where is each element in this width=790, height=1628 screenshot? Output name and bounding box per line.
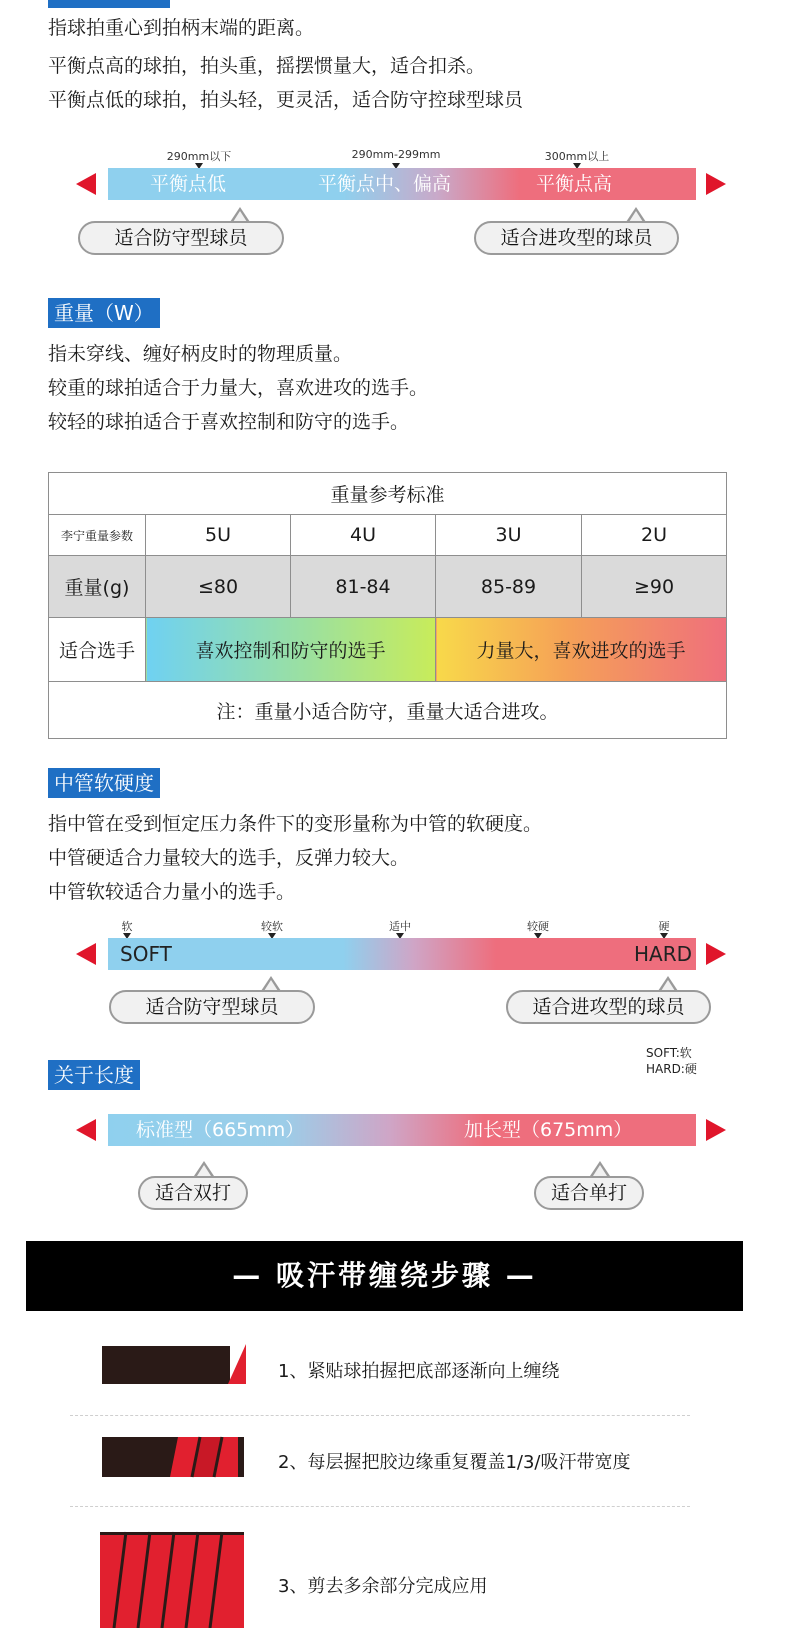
length-bubble-left-pointer bbox=[194, 1161, 214, 1176]
stiffness-line-1: 指中管在受到恒定压力条件下的变形量称为中管的软硬度。 bbox=[48, 813, 543, 835]
weight-param-label: 李宁重量参数 bbox=[49, 515, 146, 556]
weight-line-1: 指未穿线、缠好柄皮时的物理质量。 bbox=[48, 343, 353, 365]
balance-bubble-right-pointer bbox=[626, 207, 646, 222]
length-bubble-right-pointer bbox=[590, 1161, 610, 1176]
balance-arrow-left bbox=[76, 173, 96, 195]
grade-2u: 2U bbox=[582, 515, 727, 556]
step-3-grip-illustration bbox=[96, 1528, 248, 1628]
balance-label-low: 290mm以下 bbox=[166, 150, 232, 163]
grade-3u: 3U bbox=[436, 515, 582, 556]
length-extended-text: 加长型（675mm） bbox=[464, 1119, 633, 1141]
stiffness-line-2: 中管硬适合力量较大的选手，反弹力较大。 bbox=[48, 847, 410, 869]
weight-table-title: 重量参考标准 bbox=[49, 473, 727, 515]
weight-line-3: 较轻的球拍适合于喜欢控制和防守的选手。 bbox=[48, 411, 410, 433]
balance-arrow-right bbox=[706, 173, 726, 195]
balance-seg-high: 平衡点高 bbox=[536, 173, 613, 195]
balance-seg-mid: 平衡点中、偏高 bbox=[318, 173, 452, 195]
length-bubble-left: 适合双打 bbox=[138, 1176, 248, 1210]
length-arrow-left bbox=[76, 1119, 96, 1141]
step-2-grip-illustration bbox=[100, 1433, 248, 1481]
stiff-bubble-left: 适合防守型球员 bbox=[109, 990, 315, 1024]
length-arrow-right bbox=[706, 1119, 726, 1141]
stiff-label-hard: 硬 bbox=[658, 920, 670, 933]
legend-soft: SOFT:软 bbox=[646, 1046, 692, 1060]
length-bar bbox=[108, 1114, 696, 1146]
weight-tag: 重量（W） bbox=[48, 298, 160, 328]
balance-bubble-right: 适合进攻型的球员 bbox=[474, 221, 679, 255]
legend-hard: HARD:硬 bbox=[646, 1062, 697, 1076]
step-3-text: 3、剪去多余部分完成应用 bbox=[278, 1576, 488, 1597]
grade-4u: 4U bbox=[291, 515, 436, 556]
stiffness-tag: 中管软硬度 bbox=[48, 768, 160, 798]
stiffness-bar bbox=[108, 938, 696, 970]
stiffness-legend bbox=[646, 1045, 697, 1077]
step-divider-1 bbox=[70, 1415, 690, 1416]
stiff-label-soft: 软 bbox=[121, 920, 133, 933]
length-bubble-right: 适合单打 bbox=[534, 1176, 644, 1210]
step-2-text: 2、每层握把胶边缘重复覆盖1/3/吸汗带宽度 bbox=[278, 1452, 631, 1473]
balance-label-high: 300mm以上 bbox=[544, 150, 610, 163]
stiff-soft-text: SOFT bbox=[120, 942, 172, 966]
weight-g-label: 重量(g) bbox=[49, 556, 146, 618]
stiff-bubble-right: 适合进攻型的球员 bbox=[506, 990, 711, 1024]
stiff-label-medium: 适中 bbox=[389, 920, 411, 933]
balance-label-mid: 290mm-299mm bbox=[351, 148, 441, 161]
balance-bubble-left-pointer bbox=[230, 207, 250, 222]
balance-line-2: 平衡点高的球拍，拍头重，摇摆惯量大，适合扣杀。 bbox=[48, 55, 486, 77]
weight-4u: 81-84 bbox=[291, 556, 436, 618]
grip-steps-banner: — 吸汗带缠绕步骤 — bbox=[26, 1241, 743, 1311]
weight-2u: ≥90 bbox=[582, 556, 727, 618]
stiff-bubble-left-pointer bbox=[261, 976, 281, 991]
balance-line-3: 平衡点低的球拍，拍头轻，更灵活，适合防守控球型球员 bbox=[48, 89, 524, 111]
length-standard-text: 标准型（665mm） bbox=[136, 1119, 305, 1141]
stiffness-line-3: 中管软较适合力量小的选手。 bbox=[48, 881, 296, 903]
length-tag: 关于长度 bbox=[48, 1060, 140, 1090]
suit-label: 适合选手 bbox=[49, 618, 146, 682]
step-divider-2 bbox=[70, 1506, 690, 1507]
weight-3u: 85-89 bbox=[436, 556, 582, 618]
weight-5u: ≤80 bbox=[146, 556, 291, 618]
suit-defensive: 喜欢控制和防守的选手 bbox=[146, 618, 436, 682]
step-1-grip-illustration bbox=[100, 1344, 248, 1388]
balance-line-1: 指球拍重心到拍柄末端的距离。 bbox=[48, 17, 315, 39]
grade-5u: 5U bbox=[146, 515, 291, 556]
balance-bubble-left: 适合防守型球员 bbox=[78, 221, 284, 255]
balance-tag-cropped bbox=[48, 0, 170, 8]
weight-line-2: 较重的球拍适合于力量大，喜欢进攻的选手。 bbox=[48, 377, 429, 399]
step-1-text: 1、紧贴球拍握把底部逐渐向上缠绕 bbox=[278, 1361, 560, 1382]
suit-offensive: 力量大，喜欢进攻的选手 bbox=[436, 618, 727, 682]
weight-note: 注：重量小适合防守，重量大适合进攻。 bbox=[49, 682, 727, 739]
stiff-arrow-left bbox=[76, 943, 96, 965]
balance-bar bbox=[108, 168, 696, 200]
stiff-bubble-right-pointer bbox=[658, 976, 678, 991]
weight-reference-table bbox=[48, 472, 727, 739]
stiff-label-softer: 较软 bbox=[261, 920, 283, 933]
stiff-label-stiffer: 较硬 bbox=[527, 920, 549, 933]
balance-seg-low: 平衡点低 bbox=[150, 173, 227, 195]
stiff-arrow-right bbox=[706, 943, 726, 965]
stiff-hard-text: HARD bbox=[633, 942, 692, 966]
